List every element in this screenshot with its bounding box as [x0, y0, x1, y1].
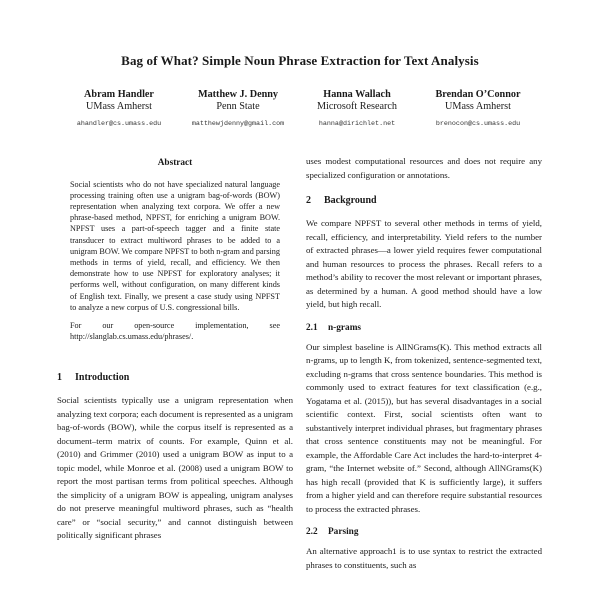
right-column — [306, 155, 542, 572]
author-name: Hanna Wallach — [323, 89, 391, 100]
subsection-title: Parsing — [328, 527, 359, 537]
continued-text: uses modest computational resources and does not require any specialized configuration or annotations. — [306, 156, 542, 180]
subsection-title: n-grams — [328, 322, 362, 333]
author-block — [62, 89, 538, 137]
background-text: We compare NPFST to several other methods in terms of yield, recall, efficiency, and interpretability. Yield refers to the number of extracted phrases—a lower yield requires fewer computational and human resources to process the phrases. Recall refers to a method’s ability to recover the most relevant or important phrases, as determined by a human. A good method should have a low yield, but high recall. — [306, 218, 542, 309]
author-affiliation: UMass Amherst — [86, 101, 152, 112]
author-name: Brendan O’Connor — [435, 89, 521, 100]
author-name: Abram Handler — [84, 89, 154, 100]
abstract-heading: Abstract — [157, 158, 193, 168]
author-3 — [292, 89, 422, 129]
parsing-text: An alternative approach1 is to use syntax to restrict the extracted phrases to constituents, such as — [306, 546, 542, 570]
subsection-number: 2.2 — [306, 527, 318, 537]
author-4 — [413, 89, 543, 129]
author-email: brenocon@cs.umass.edu — [435, 120, 521, 128]
section-number: 2 — [306, 195, 311, 206]
author-email: ahandler@cs.umass.edu — [76, 120, 162, 128]
ngrams-text: Our simplest baseline is AllNGrams(K). This method extracts all n-grams, up to length K, from tokenized, sentence-segmented text, excluding n-grams that cross sentence boundaries. This method is commonly used to extract features for text classification (e.g., Yogatama et al. (2015)), but has several disadvantages in a social scientific context. First, social scientists often want to substantively interpret individual phrases, but fragmentary phrases that cross sentence constituents may not be meaningful. For example, the Affordable Care Act includes the hard-to-interpret 4-gram, “the Internet website of.” Second, although AllNGrams(K) has high recall (provided that K is sufficiently large), it suffers from a higher yield and can therefore require substantial resources to process the extracted phrases. — [306, 341, 542, 514]
subsection-heading-ngrams — [306, 322, 542, 334]
author-email: matthewjdenny@gmail.com — [191, 120, 285, 128]
subsection-heading-parsing — [306, 526, 542, 538]
left-column — [57, 157, 293, 543]
author-affiliation: UMass Amherst — [445, 101, 511, 112]
author-affiliation: Penn State — [216, 101, 260, 112]
section-title: Introduction — [75, 372, 130, 384]
section-heading-introduction — [57, 371, 293, 384]
subsection-number: 2.1 — [306, 322, 318, 333]
abstract-link-paragraph: For our open-source implementation, see http://slanglab.cs.umass.edu/phrases/. — [70, 320, 280, 342]
author-1 — [54, 89, 184, 129]
section-number: 1 — [57, 372, 62, 384]
paper-title: Bag of What? Simple Noun Phrase Extraction for Text Analysis — [121, 53, 479, 68]
abstract-body — [57, 179, 293, 343]
introduction-text: Social scientists typically use a unigram representation when analyzing text corpora; each document is represented as a unigram bag-of-words (BOW), while the corpus itself is represented as a document–term matrix of counts. For example, Quinn et al. (2010) and Grimmer (2010) used a unigram BOW as input to a topic model, while Monroe et al. (2008) used a unigram BOW to report the most partisan terms from political speeches. Although the simplicity of a unigram BOW is appealing, unigram analyses do not preserve meaningful multiword phrases, such as “health care” or “social security,” and cannot distinguish between politically significant phrases — [57, 395, 293, 541]
author-email: hanna@dirichlet.net — [318, 120, 396, 128]
author-affiliation: Microsoft Research — [316, 101, 398, 112]
author-2 — [173, 89, 303, 129]
abstract-paragraph: Social scientists who do not have specialized natural language processing training often use a unigram bag-of-words (BOW) representation when analyzing text corpora. We offer a new phrase-based method, NPFST, for enriching a unigram BOW. NPFST uses a part-of-speech tagger and a finite state transducer to extract multiword phrases to be added to a unigram BOW. We compare NPFST to both n-gram and parsing methods in terms of yield, recall, and efficiency. We then demonstrate how to use NPFST for exploratory analyses; it performs well, without configuration, on many different kinds of English text. Finally, we present a case study using NPFST to analyze a new corpus of U.S. congressional bills. — [70, 179, 280, 312]
section-title: Background — [324, 195, 377, 206]
section-heading-background — [306, 194, 542, 207]
author-name: Matthew J. Denny — [197, 89, 279, 100]
